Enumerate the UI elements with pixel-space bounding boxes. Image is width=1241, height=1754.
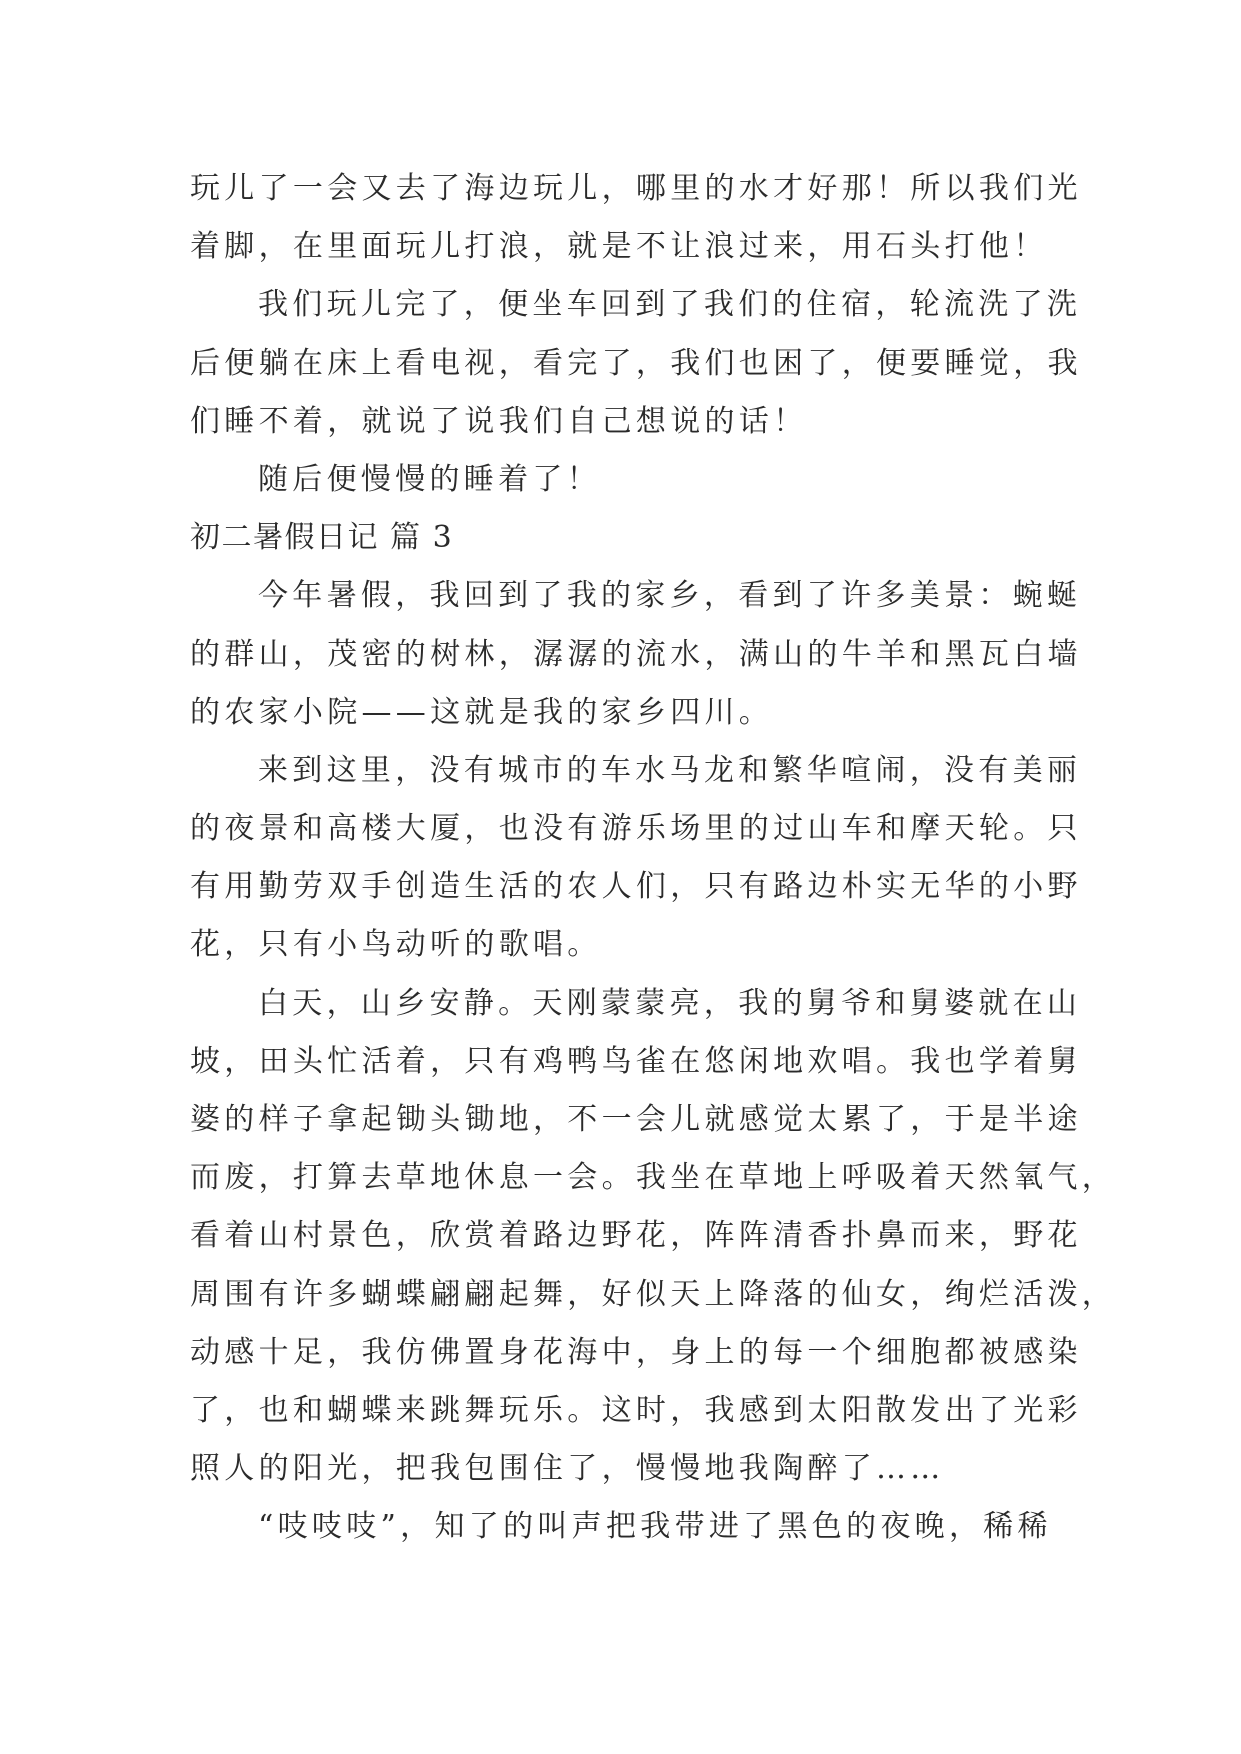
text-line-10: 来到这里，没有城市的车水马龙和繁华喧闹，没有美丽 — [258, 752, 1082, 788]
text-line-5: 们睡不着，就说了说我们自己想说的话！ — [190, 403, 808, 439]
text-line-4: 后便躺在床上看电视，看完了，我们也困了，便要睡觉，我 — [190, 345, 1082, 381]
text-line-18: 看着山村景色，欣赏着路边野花，阵阵清香扑鼻而来，野花 — [190, 1218, 1082, 1254]
section-heading: 初二暑假日记 篇 3 — [190, 520, 454, 556]
text-line-13: 花，只有小鸟动听的歌唱。 — [190, 927, 602, 963]
text-line-15: 坡，田头忙活着，只有鸡鸭鸟雀在悠闲地欢唱。我也学着舅 — [190, 1043, 1082, 1079]
text-line-3: 我们玩儿完了，便坐车回到了我们的住宿，轮流洗了洗 — [258, 287, 1082, 323]
text-line-8: 的群山，茂密的树林，潺潺的流水，满山的牛羊和黑瓦白墙 — [190, 636, 1082, 672]
text-line-1: 玩儿了一会又去了海边玩儿，哪里的水才好那！所以我们光 — [190, 171, 1082, 206]
text-line-17: 而废，打算去草地休息一会。我坐在草地上呼吸着天然氧气， — [190, 1160, 1117, 1196]
document-body — [190, 160, 1117, 1557]
text-line-2: 着脚，在里面玩儿打浪，就是不让浪过来，用石头打他！ — [190, 229, 1048, 265]
text-line-11: 的夜景和高楼大厦，也没有游乐场里的过山车和摩天轮。只 — [190, 811, 1082, 847]
text-line-7: 今年暑假，我回到了我的家乡，看到了许多美景：蜿蜒 — [258, 578, 1082, 614]
text-line-19: 周围有许多蝴蝶翩翩起舞，好似天上降落的仙女，绚烂活泼， — [190, 1276, 1117, 1312]
text-line-16: 婆的样子拿起锄头锄地，不一会儿就感觉太累了，于是半途 — [190, 1102, 1082, 1137]
text-line-12: 有用勤劳双手创造生活的农人们，只有路边朴实无华的小野 — [190, 869, 1082, 905]
text-line-6: 随后便慢慢的睡着了！ — [258, 461, 601, 497]
text-line-21: 了，也和蝴蝶来跳舞玩乐。这时，我感到太阳散发出了光彩 — [190, 1392, 1082, 1428]
text-line-22: 照人的阳光，把我包围住了，慢慢地我陶醉了…… — [190, 1451, 945, 1487]
text-line-9: 的农家小院——这就是我的家乡四川。 — [190, 694, 774, 730]
text-line-20: 动感十足，我仿佛置身花海中，身上的每一个细胞都被感染 — [190, 1334, 1082, 1370]
text-line-23: “吱吱吱”，知了的叫声把我带进了黑色的夜晚，稀稀 — [258, 1509, 1052, 1545]
text-line-14: 白天，山乡安静。天刚蒙蒙亮，我的舅爷和舅婆就在山 — [258, 985, 1082, 1021]
